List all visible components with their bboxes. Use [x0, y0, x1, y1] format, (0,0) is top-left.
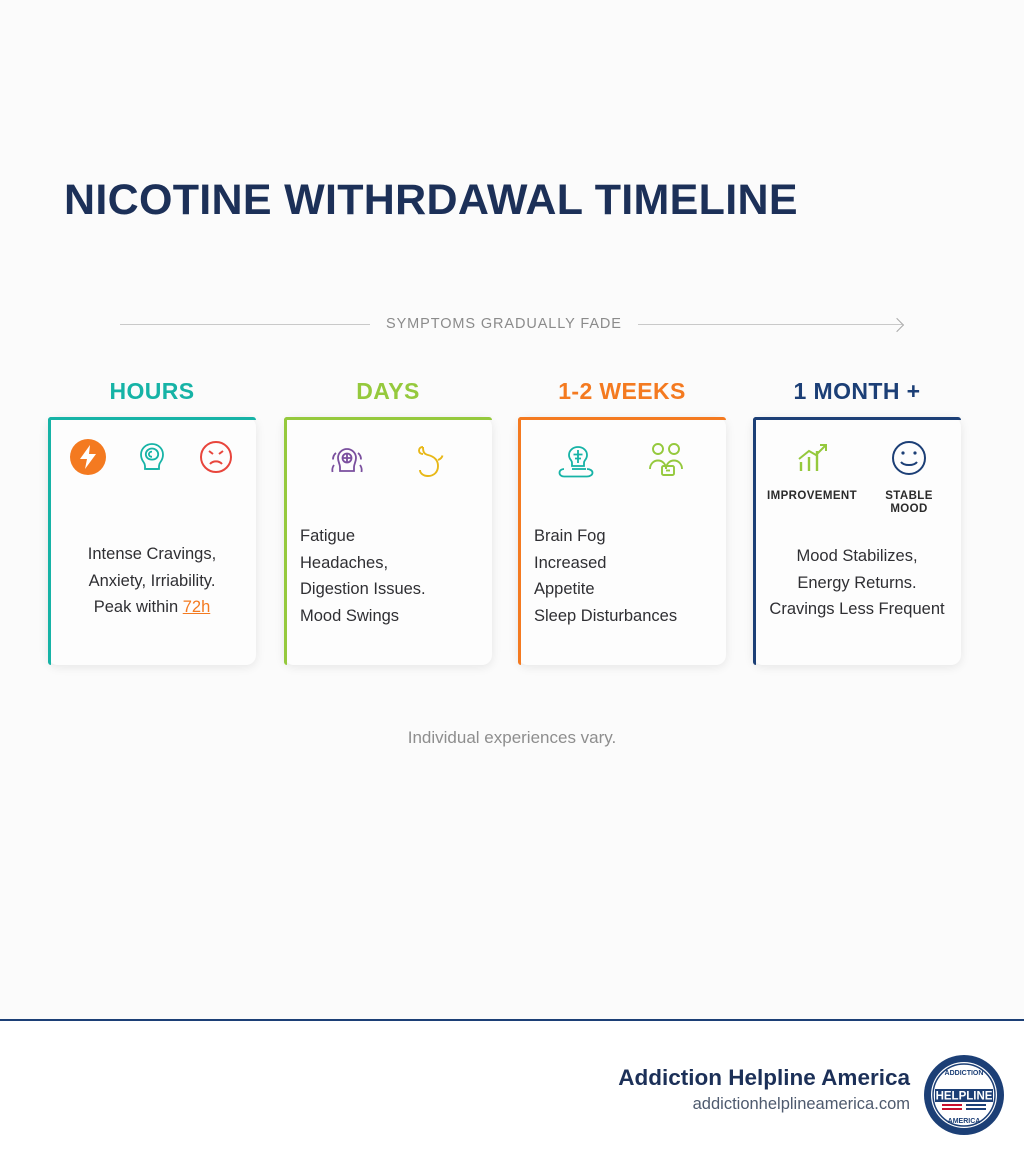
- icon-row: [769, 437, 945, 523]
- sad-face-icon: [196, 437, 236, 482]
- growth-chart-icon: [789, 437, 835, 486]
- stage-label: 1 MONTH +: [793, 378, 921, 404]
- progress-line-left: [120, 324, 370, 325]
- footer-text-block: [618, 1065, 910, 1114]
- stage-list: [48, 378, 978, 678]
- page-title: NICOTINE WITHRDAWAL TIMELINE: [64, 176, 798, 224]
- stage-label: HOURS: [109, 378, 195, 404]
- stage-line: Cravings Less Frequent: [769, 600, 945, 619]
- stage-description: [769, 543, 945, 623]
- stomach-icon: [405, 437, 453, 490]
- icon-row: [300, 437, 476, 509]
- icon-row: [534, 437, 710, 509]
- stage-card: [48, 417, 256, 665]
- icon-wrap: [65, 437, 111, 482]
- stage-line: Digestion Issues.: [300, 580, 426, 599]
- organization-name: Addiction Helpline America: [618, 1065, 910, 1090]
- brain-spiral-icon: [131, 437, 173, 484]
- stage-line: Intense Cravings,: [87, 545, 217, 563]
- arrow-right-icon: [638, 324, 902, 325]
- lightning-bolt-icon: [68, 437, 108, 482]
- stage-month: [753, 378, 961, 665]
- svg-text:ADDICTION: ADDICTION: [944, 1070, 984, 1077]
- progress-indicator: [120, 312, 902, 336]
- smiley-face-icon: [886, 437, 932, 486]
- icon-row: [64, 437, 240, 509]
- stage-hours: [48, 378, 256, 665]
- stage-card: [753, 417, 961, 665]
- icon-wrap: [129, 437, 175, 484]
- organization-logo-icon: [922, 1053, 1006, 1137]
- stage-description: [300, 523, 476, 630]
- stage-line: Mood Stabilizes,: [796, 547, 918, 565]
- icon-wrap: [315, 437, 379, 490]
- icon-caption: IMPROVEMENT: [767, 490, 858, 502]
- stage-description: [64, 541, 240, 621]
- icon-wrap: [631, 437, 701, 488]
- stage-line: Increased: [534, 553, 607, 572]
- stage-line: Headaches,: [300, 553, 389, 572]
- stage-line: Anxiety, Irriability.: [88, 571, 216, 590]
- icon-wrap: [767, 437, 858, 503]
- stage-line: Mood Swings: [300, 607, 400, 626]
- peak-time-highlight: 72h: [182, 598, 211, 617]
- stage-line-with-highlight: [64, 594, 240, 621]
- brain-fog-cloud-icon: [552, 437, 604, 488]
- icon-wrap: [873, 437, 945, 516]
- stage-description: [534, 523, 710, 630]
- stage-line: Sleep Disturbances: [534, 607, 678, 626]
- stage-card: [284, 417, 492, 665]
- icon-wrap: [543, 437, 613, 488]
- stage-weeks: [518, 378, 726, 665]
- footer: [0, 1021, 1024, 1154]
- svg-text:HELPLINE: HELPLINE: [935, 1090, 993, 1103]
- stage-line: Peak within: [93, 598, 183, 617]
- headache-head-icon: [322, 437, 372, 490]
- icon-wrap: [397, 437, 461, 490]
- stage-line: Energy Returns.: [797, 573, 917, 592]
- stage-line: Appetite: [534, 580, 595, 599]
- progress-label: SYMPTOMS GRADUALLY FADE: [386, 316, 622, 332]
- stage-line: Brain Fog: [534, 527, 606, 545]
- stage-label: DAYS: [356, 378, 420, 404]
- svg-text:AMERICA: AMERICA: [947, 1118, 981, 1125]
- icon-caption: STABLE MOOD: [885, 490, 933, 516]
- stage-label: 1-2 WEEKS: [558, 378, 686, 404]
- stage-days: [284, 378, 492, 665]
- organization-url[interactable]: addictionhelplineamerica.com: [692, 1095, 910, 1113]
- stage-line: Fatigue: [300, 527, 356, 545]
- people-support-icon: [640, 437, 692, 488]
- disclaimer-text: Individual experiences vary.: [407, 728, 617, 747]
- icon-wrap: [193, 437, 239, 482]
- stage-card: [518, 417, 726, 665]
